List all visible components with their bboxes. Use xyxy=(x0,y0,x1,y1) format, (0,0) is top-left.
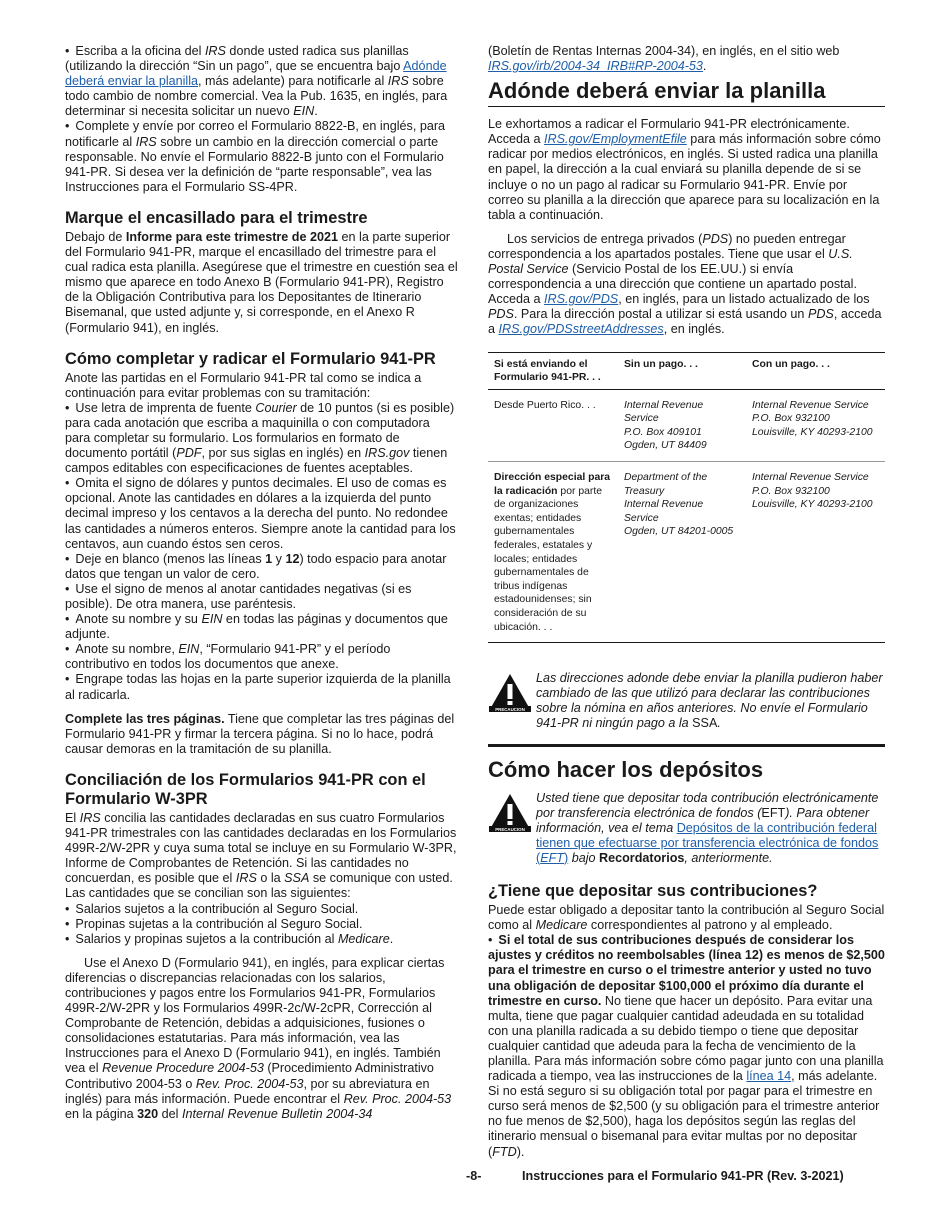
heading-completar: Cómo completar y radicar el Formulario 941-PR xyxy=(65,349,436,368)
table-header-cell: Sin un pago. . . xyxy=(618,352,746,389)
para-tres-paginas: Complete las tres páginas. Tiene que completar las tres páginas del Formulario 941-PR y firmar la tercera página. Si no lo hace, podrá causar demoras en la tramitación de su planilla. xyxy=(65,711,455,756)
bullet-blank: • Deje en blanco (menos las líneas 1 y 12) todo espacio para anotar datos que tengan un valor de cero. xyxy=(65,552,458,582)
heading-adonde: Adónde deberá enviar la planilla xyxy=(488,78,826,104)
link-employment-efile[interactable]: IRS.gov/EmploymentEfile xyxy=(544,132,687,147)
bullet-staple: • Engrape todas las hojas en la parte superior izquierda de la planilla al radicarla. xyxy=(65,672,458,702)
bullet-courier: • Use letra de imprenta de fuente Courier de 10 puntos (si es posible) para cada anotación que escriba a maquinilla o con computadora para completar su formulario. Los formularios en formato de documento portátil (PDF, por sus siglas en inglés) en IRS.gov tienen campos editables con especificaciones de fuentes aceptables. xyxy=(65,401,458,476)
table-header-cell: Con un pago. . . xyxy=(746,352,885,389)
svg-text:PRECAUCION: PRECAUCION xyxy=(495,826,525,832)
caution-icon xyxy=(488,673,532,713)
caution-text-addresses: Las direcciones adonde debe enviar la planilla pudieron haber cambiado de las que utilizó para declarar las contribuciones sobre la nómina en años anteriores. No envíe el Formulario 941-PR ni ningún pago a la SSA. xyxy=(536,671,883,731)
bullet-salarios: • Salarios sujetos a la contribución al Seguro Social. xyxy=(65,902,458,917)
para-completar-intro: Anote las partidas en el Formulario 941-PR tal como se indica a continuación para evitar problemas con su tramitación: xyxy=(65,370,422,400)
address-table xyxy=(488,352,885,644)
para-trimestre: Debajo de Informe para este trimestre de 2021 en la parte superior del Formulario 941-PR, marque el encasillado del trimestre para el cual radica esta planilla. Asegúrese que el trimestre en cuestión sea el mismo que aparece en todo Anexo B (Formulario 941-PR), Registro de la Obligación Contributiva para los Depositantes de Itinerario Bisemanal, que usted adjunte y, si corresponde, en el Anexo R (Formulario 941), en inglés. xyxy=(65,229,458,335)
bullet-name-period: • Anote su nombre, EIN, “Formulario 941-PR” y el período contributivo en todos los documentos que anexe. xyxy=(65,642,458,672)
heading-depositos: Cómo hacer los depósitos xyxy=(488,756,764,782)
table-cell: Dirección especial para la radicación por parte de organizaciones exentas; entidades gubernamentales federales, estatales y locales; entidades gubernamentales de tribus indígenas estadounidenses; sin consideración de su ubicación. . . xyxy=(488,462,618,643)
link-depositos-eft[interactable]: Depósitos de la contribución federal tienen que efectuarse por transferencia electrónica de fondos (EFT) xyxy=(536,820,879,865)
bullet-dollars: • Omita el signo de dólares y puntos decimales. El uso de comas es opcional. Anote las cantidades en dólares a la izquierda del punto decimal impreso y los centavos a la derecha del punto. No redondee las cantidades a números enteros. Siempre anote la cantidad para los centavos, aun cuando éstos sen ceros. xyxy=(65,476,458,551)
right-column xyxy=(488,44,885,1160)
link-irb-2004-34[interactable]: IRS.gov/irb/2004-34_IRB#RP-2004-53 xyxy=(488,59,703,74)
table-row xyxy=(488,389,885,461)
link-irs-pds[interactable]: IRS.gov/PDS xyxy=(544,292,619,307)
table-header-cell: Si está enviando el Formulario 941-PR. . . xyxy=(488,352,618,389)
caution-eft xyxy=(488,791,885,866)
caution-addresses xyxy=(488,671,885,731)
table-cell: Internal Revenue Service P.O. Box 932100 Louisville, KY 40293-2100 xyxy=(746,462,885,643)
para-tiene-depositar: Puede estar obligado a depositar tanto la contribución al Seguro Social como al Medicare correspondientes al patrono y al empleado. xyxy=(488,903,885,933)
table-cell: Department of the Treasury Internal Revenue Service Ogden, UT 84201-0005 xyxy=(618,462,746,643)
table-header-row xyxy=(488,352,885,389)
bullet-name-change: • Escriba a la oficina del IRS donde usted radica sus planillas (utilizando la dirección “Sin un pago”, que se encuentra bajo Adónde deberá enviar la planilla, más adelante) para notificarle al IRS sobre todo cambio de nombre comercial. Vea la Pub. 1635, en inglés, para determinar si necesita solicitar un nuevo EIN. xyxy=(65,44,458,119)
heading-trimestre: Marque el encasillado para el trimestre xyxy=(65,208,368,227)
caution-text-eft: Usted tiene que depositar toda contribución electrónicamente por transferencia electrónica de fondos (EFT). Para obtener información, vea el tema Depósitos de la contribución federal tienen que efectuarse por transferencia electrónica de fondos (EFT) bajo Recordatorios, anteriormente. xyxy=(536,790,879,865)
bullet-medicare: • Salarios y propinas sujetos a la contribución al Medicare. xyxy=(65,932,458,947)
bullet-address-change: • Complete y envíe por correo el Formulario 8822-B, en inglés, para notificarle al IRS sobre un cambio en la dirección comercial o parte responsable. No envíe el Formulario 8822-B junto con el Formulario 941-PR. Si desea ver la definición de “parte responsable”, vea las Instrucciones para el Formulario SS-4PR. xyxy=(65,119,458,194)
caution-icon xyxy=(488,793,532,833)
table-cell: Internal Revenue Service P.O. Box 409101 Ogden, UT 84409 xyxy=(618,389,746,461)
link-pds-street-addresses[interactable]: IRS.gov/PDSstreetAddresses xyxy=(498,322,664,337)
para-anexo-d: Use el Anexo D (Formulario 941), en inglés, para explicar ciertas diferencias o discrepancias relacionadas con los salarios, contribuciones y pagos entre los Formularios 941-PR, Formularios 499R-2/W-2PR y los Formularios 499R-2c/W-2cPR, Corrección al Comprobante de Retención, debidas a adquisiciones, fusiones o consolidaciones estatutarias. Para más información, vea las Instrucciones para el Anexo D (Formulario 941), en inglés. También vea el Revenue Procedure 2004-53 (Procedimiento Administrativo Contributivo 2004-53 o Rev. Proc. 2004-53, por su abreviatura en inglés) para más información. Puede encontrar el Rev. Proc. 2004-53 en la página 320 del Internal Revenue Bulletin 2004-34 xyxy=(65,955,452,1121)
left-column xyxy=(65,44,458,1122)
para-adonde: Le exhortamos a radicar el Formulario 941-PR electrónicamente. Acceda a IRS.gov/EmploymentEfile para más información sobre cómo radicar por medios electrónicos, en inglés. Si usted radica una planilla en papel, la dirección a la cual enviará su planilla depende de si se incluye o no un pago al radicar su Formulario 941-PR. Envíe por correo su planilla a la dirección que aparece para su localización en la tabla a continuación. xyxy=(488,117,881,222)
bullet-propinas: • Propinas sujetas a la contribución al Seguro Social. xyxy=(65,917,458,932)
bullet-menos-2500: • Si el total de sus contribuciones después de considerar los ajustes y créditos no reembolsables (línea 12) es menos de $2,500 para el trimestre en curso o el trimestre anterior y usted no tuvo una obligación de depositar $100,000 el próximo día durante el trimestre en curso. No tiene que hacer un depósito. Para evitar una multa, tiene que pagar cualquier cantidad adeudada en su totalidad con una planilla radicada a su debido tiempo o tiene que depositar cualquier cantidad que adeuda para la fecha de vencimiento de la planilla. Para más información sobre cómo pagar junto con una planilla radicada a tiempo, vea las instrucciones de la línea 14, más adelante. Si no está seguro si su obligación total por pagar para el trimestre en curso será menos de $2,500 (y su obligación para el trimestre anterior no fue menos de $2,500), haga los depósitos según las reglas del itinerario mensual o bisemanal para evitar multas por no depositar (FTD). xyxy=(488,933,885,1159)
heading-tiene-depositar: ¿Tiene que depositar sus contribuciones? xyxy=(488,882,818,901)
table-cell: Desde Puerto Rico. . . xyxy=(488,389,618,461)
svg-text:PRECAUCION: PRECAUCION xyxy=(495,707,525,713)
heading-conciliacion: Conciliación de los Formularios 941-PR con el Formulario W-3PR xyxy=(65,770,426,808)
para-boletin: (Boletín de Rentas Internas 2004-34), en inglés, en el sitio web IRS.gov/irb/2004-34_IRB#RP-2004-53. xyxy=(488,44,840,74)
bullet-name-ein: • Anote su nombre y su EIN en todas las páginas y documentos que adjunte. xyxy=(65,612,458,642)
para-pds: Los servicios de entrega privados (PDS) no pueden entregar correspondencia a los apartados postales. Tiene que usar el U.S. Postal Service (Servicio Postal de los EE.UU.) si envía correspondencia a una dirección que contiene un apartado postal. Acceda a IRS.gov/PDS, en inglés, para un listado actualizado de los PDS. Para la dirección postal a utilizar si está usando un PDS, acceda a IRS.gov/PDSstreetAddresses, en inglés. xyxy=(488,231,882,337)
para-conciliacion: El IRS concilia las cantidades declaradas en sus cuatro Formularios 941-PR trimestrales con las cantidades declaradas en los Formularios 499R-2/W-2PR y cuya suma total se incluye en su Formulario W-3PR, Informe de Comprobantes de Retención. Si las cantidades no concuerdan, es posible que el IRS o la SSA se comunique con usted. Las cantidades que se concilian son las siguientes: xyxy=(65,810,457,901)
bullet-minus: • Use el signo de menos al anotar cantidades negativas (si es posible). De otra manera, use paréntesis. xyxy=(65,582,458,612)
link-linea-14[interactable]: línea 14 xyxy=(746,1069,792,1084)
table-row xyxy=(488,462,885,643)
footer-title: Instrucciones para el Formulario 941-PR (Rev. 3-2021) xyxy=(522,1169,844,1183)
link-adonde-enviar[interactable]: Adónde deberá enviar la planilla xyxy=(65,59,447,89)
table-cell: Internal Revenue Service P.O. Box 932100 Louisville, KY 40293-2100 xyxy=(746,389,885,461)
page-number: -8- xyxy=(466,1169,482,1183)
